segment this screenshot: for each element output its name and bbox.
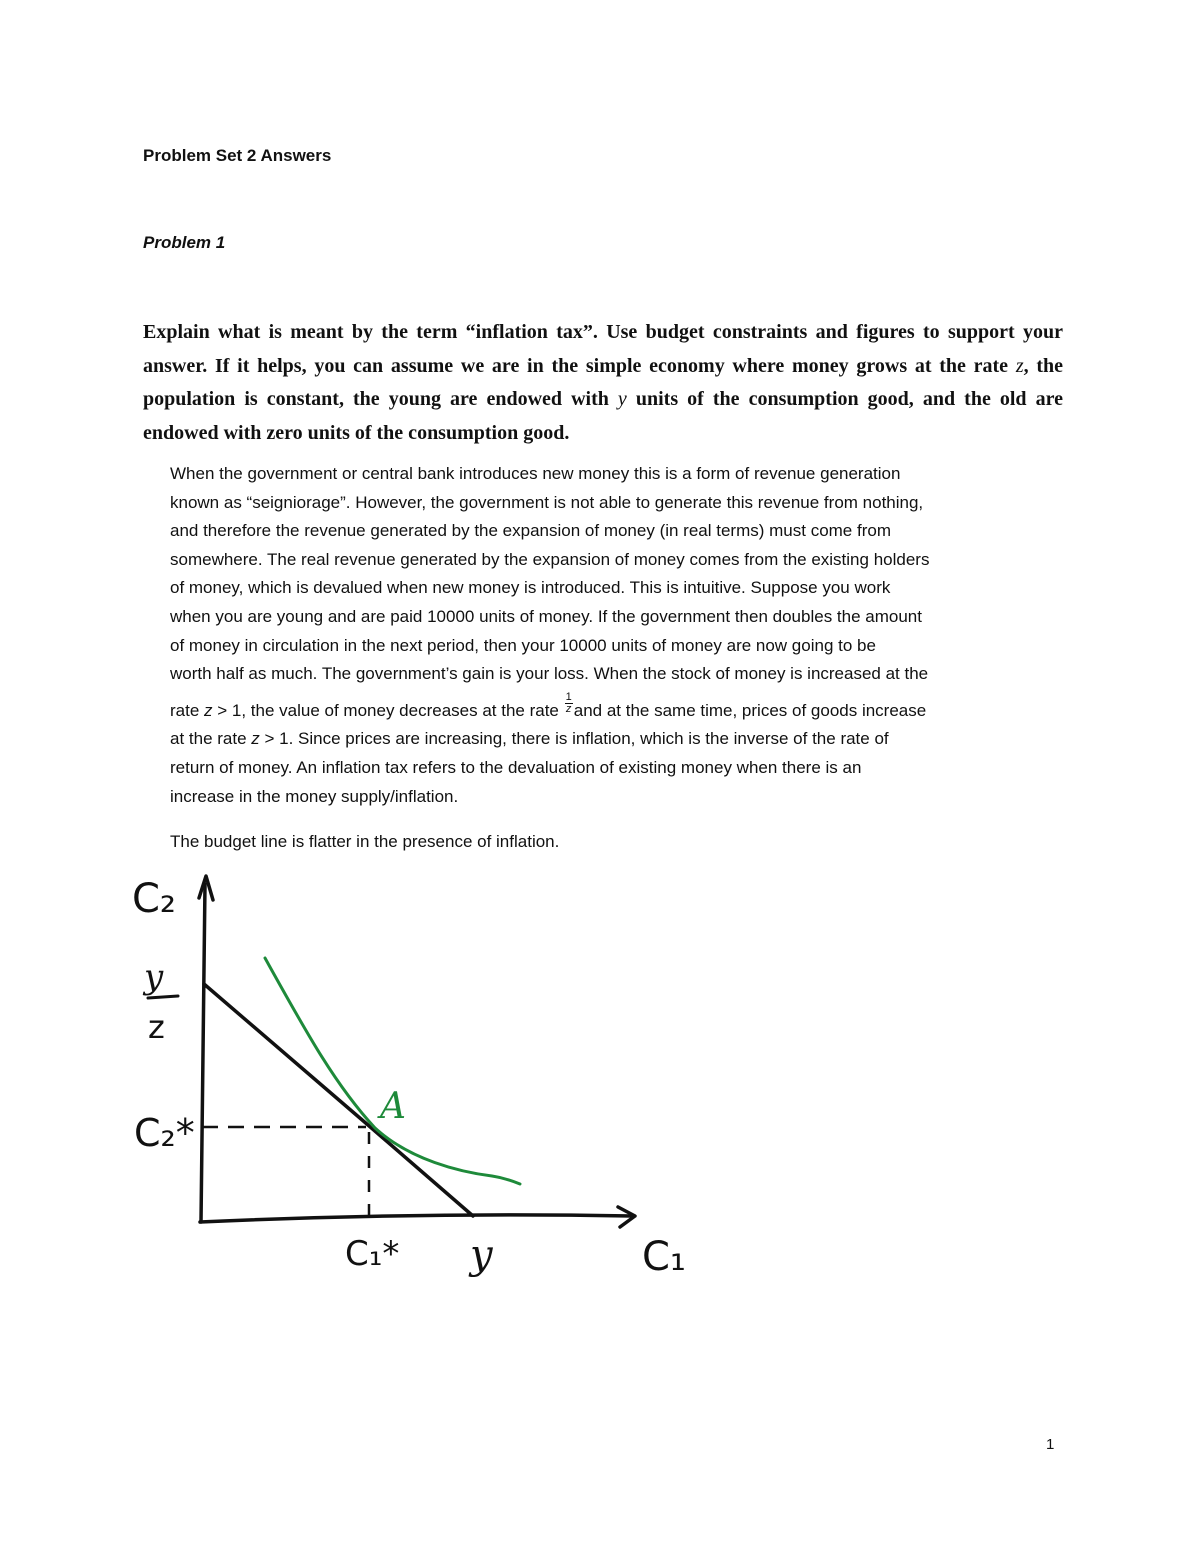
c2-star-label: C₂* — [134, 1111, 195, 1155]
question-variable-y: y — [617, 388, 627, 410]
answer-line: and therefore the revenue generated by the expansion of money (in real terms) must come from — [170, 521, 891, 541]
answer-line — [170, 725, 1070, 754]
question-part-2: , the population is constant, the young are endowed with — [143, 354, 1064, 410]
answer-line: increase in the money supply/inflation. — [170, 786, 459, 806]
budget-constraint-figure — [120, 860, 720, 1300]
answer-line: return of money. An inflation tax refers to the devaluation of existing money when there is an — [170, 757, 862, 777]
fraction-one-over-z — [565, 692, 573, 715]
answer-line: of money in circulation in the next period, then your 10000 units of money are now going to be — [170, 635, 876, 655]
x-axis-label: C₁ — [642, 1234, 686, 1280]
question-part-3: units of the consumption good, and the old are endowed with zero units of the consumption good. — [143, 388, 1063, 444]
y-intercept-fraction-bar — [148, 996, 178, 998]
y-intercept-denominator: z — [148, 1008, 165, 1046]
answer-line: of money, which is devalued when new money is introduced. This is intuitive. Suppose you work — [170, 578, 891, 598]
answer-line: worth half as much. The government’s gain is your loss. When the stock of money is increased at the — [170, 664, 929, 684]
answer-line: known as “seigniorage”. However, the government is not able to generate this revenue from nothing, — [170, 492, 924, 512]
fraction-denominator: z — [565, 702, 572, 715]
problem-heading: Problem 1 — [143, 233, 226, 252]
y-axis — [201, 884, 205, 1222]
answer-text — [170, 460, 1070, 811]
answer-line: When the government or central bank introduces new money this is a form of revenue generation — [170, 464, 901, 483]
answer-line-10-end: > 1. Since prices are increasing, there is inflation, which is the inverse of the rate of — [259, 729, 889, 749]
answer-line-9-end: and at the same time, prices of goods increase — [573, 700, 927, 720]
answer-line: somewhere. The real revenue generated by the expansion of money comes from the existing holders — [170, 549, 930, 569]
x-axis — [200, 1215, 632, 1222]
answer-line-9-middle: > 1, the value of money decreases at the rate — [212, 700, 564, 720]
answer-line: when you are young and are paid 10000 units of money. If the government then doubles the amount — [170, 606, 922, 626]
point-a-label: A — [380, 1086, 406, 1127]
page-number: 1 — [1046, 1436, 1055, 1453]
answer-variable-z: z — [204, 700, 213, 720]
question-variable-z: z — [1015, 354, 1024, 377]
budget-line-note: The budget line is flatter in the presence of inflation. — [170, 832, 560, 851]
y-intercept-numerator: y — [144, 957, 164, 997]
y-axis-label: C₂ — [132, 876, 176, 922]
budget-line — [204, 984, 473, 1216]
question-part-1: Explain what is meant by the term “inflation tax”. Use budget constraints and figures to support your answer. If it helps, you can assume we are in the simple economy where money grows at the rate — [143, 321, 1063, 377]
c1-star-label: C₁* — [345, 1234, 400, 1274]
x-intercept-label: y — [470, 1232, 493, 1278]
answer-line-10-start: at the rate — [170, 729, 252, 749]
answer-variable-z: z — [251, 729, 260, 749]
answer-line-with-fraction — [170, 690, 1070, 726]
fraction-numerator: 1 — [565, 690, 572, 703]
answer-line-9-start: rate — [170, 700, 205, 720]
page-title: Problem Set 2 Answers — [143, 146, 332, 165]
question-text — [143, 316, 1063, 450]
